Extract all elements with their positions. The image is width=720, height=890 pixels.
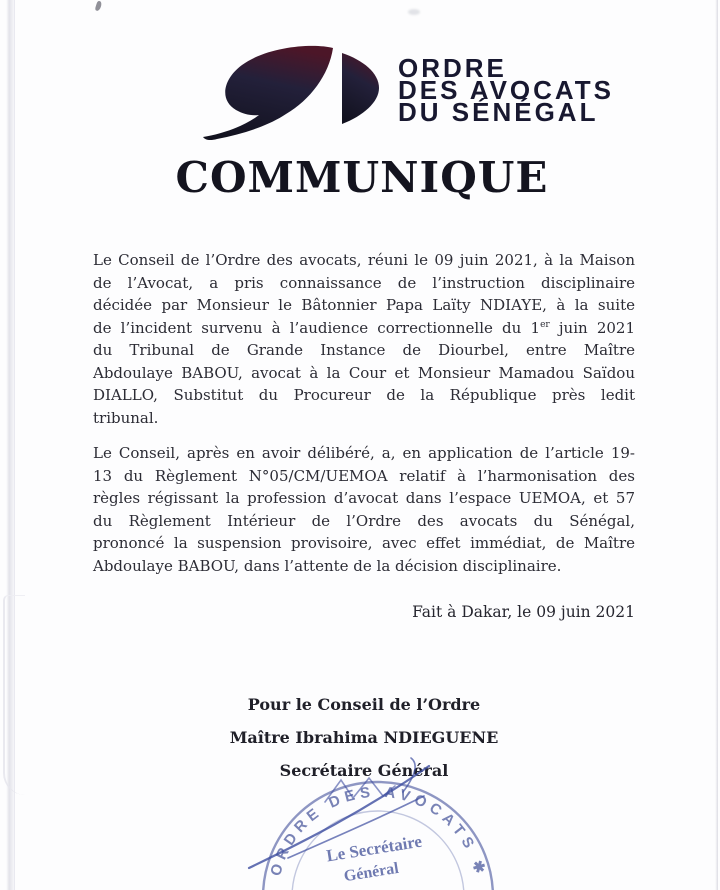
paper-right-edge-shadow [715,0,718,890]
stamp-ring-text: ORDRE DES AVOCATS ✱ [267,783,490,881]
body-line: décidée par Monsieur le Bâtonnier Papa Laïty NDIAYE, à la suite [93,296,635,314]
org-name-line3: DU SÉNÉGAL [398,97,599,127]
ordinal-superscript: er [540,319,550,330]
body-line: Le Conseil de l’Ordre des avocats, réuni le 09 juin 2021, à la Maison [93,251,635,269]
line-text-before: de l’incident survenu à l’audience correctionnelle du 1 [93,318,541,337]
paper-edge-curl [3,595,25,795]
signature-authority: Pour le Conseil de l’Ordre [247,695,481,714]
stamp-center-line1: Le Secrétaire [325,831,424,866]
signatory-name: Maître Ibrahima NDIEGUENE [229,728,499,747]
org-name-line2: DES AVOCATS [398,75,614,105]
page-title: COMMUNIQUE [175,153,549,202]
signatory-title: Secrétaire Général [279,761,449,780]
body-line: du Tribunal de Grande Instance de Diourbel, entre Maître [93,341,635,359]
body-line: DIALLO, Substitut du Procureur de la République près ledit [93,386,635,404]
body-line: de l’Avocat, a pris connaissance de l’instruction disciplinaire [93,273,635,292]
body-line: du Règlement Intérieur de l’Ordre des avocats du Sénégal, [93,511,635,530]
body-line: tribunal. [93,408,159,427]
stamp-center-line2: Général [342,859,400,886]
body-line: Le Conseil, après en avoir délibéré, a, en application de l’article 19- [93,444,635,462]
document-body [93,249,635,624]
body-line: Abdoulaye BABOU, dans l’attente de la décision disciplinaire. [93,556,562,575]
scan-smudge-mark [408,9,420,15]
bar-association-logo-icon [196,42,386,147]
logo-halfdisc-shape [342,53,379,124]
body-line: règles régissant la profession d’avocat dans l’espace UEMOA, et 57 [93,489,635,507]
logo-leaf-shape [203,46,333,140]
body-line-superscript [93,317,635,340]
official-stamp [243,756,519,890]
dateline: Fait à Dakar, le 09 juin 2021 [412,603,635,621]
body-line: 13 du Règlement N°05/CM/UEMOA relatif à l’harmonisation des [93,466,635,485]
line-text-after: juin 2021 [549,318,636,337]
body-line: Abdoulaye BABOU, avocat à la Cour et Monsieur Mamadou Saïdou [93,363,635,382]
body-line: prononcé la suspension provisoire, avec effet immédiat, de Maître [93,534,635,552]
paragraph-1 [93,249,635,429]
paragraph-2 [93,442,635,577]
org-name-line1: ORDRE [398,53,507,83]
scan-artifact-mark [95,0,103,11]
organization-name [398,53,614,127]
